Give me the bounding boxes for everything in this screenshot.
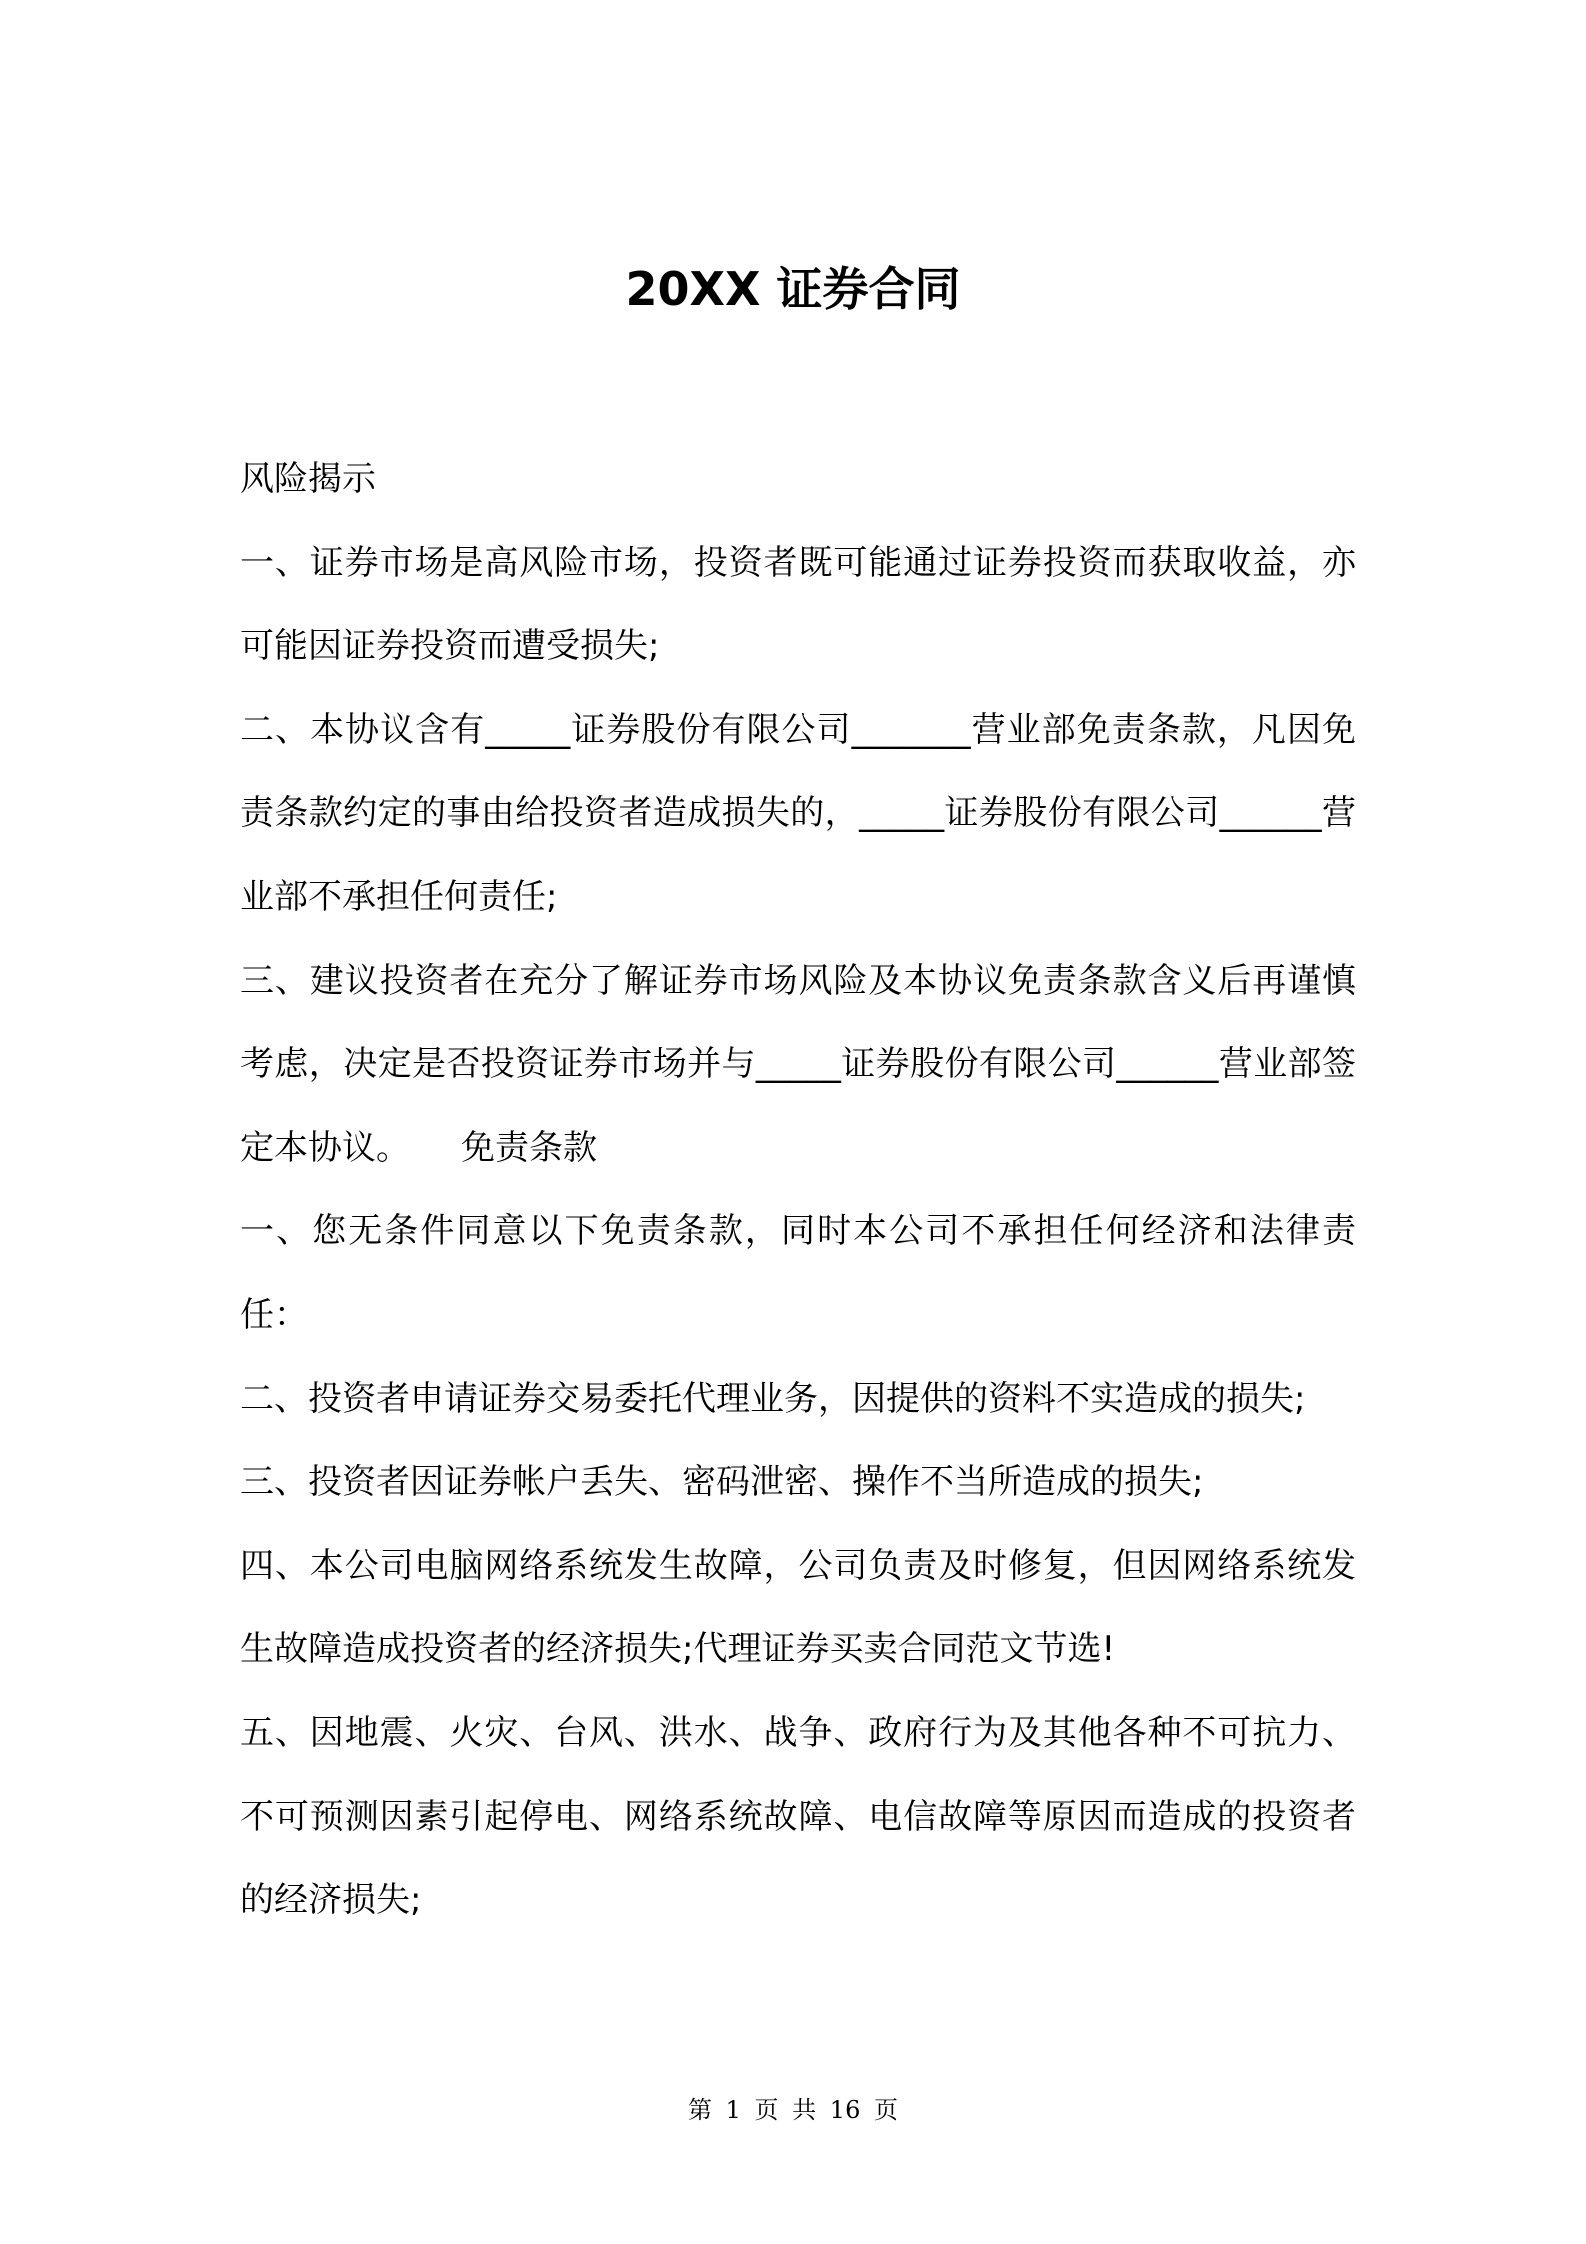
document-body — [240, 438, 1356, 1943]
paragraph-exemption-2: 二、投资者申请证券交易委托代理业务，因提供的资料不实造成的损失; — [240, 1378, 1306, 1419]
document-title: 20XX 证券合同 — [625, 262, 961, 316]
paragraph-risk-heading: 风险揭示 — [240, 459, 376, 499]
paragraph-risk-1: 一、证券市场是高风险市场，投资者既可能通过证券投资而获取收益，亦可能因证券投资而遭受损失; — [240, 542, 1356, 667]
paragraph-exemption-5: 五、因地震、火灾、台风、洪水、战争、政府行为及其他各种不可抗力、不可预测因素引起停电、网络系统故障、电信故障等原因而造成的投资者的经济损失; — [240, 1712, 1356, 1921]
paragraph-exemption-3: 三、投资者因证券帐户丢失、密码泄密、操作不当所造成的损失; — [240, 1462, 1204, 1503]
page-footer: 第 1 页 共 16 页 — [688, 2096, 898, 2124]
paragraph-risk-2: 二、本协议含有_____证券股份有限公司_______营业部免责条款，凡因免责条款约定的事由给投资者造成损失的，_____证券股份有限公司______营业部不承担任何责任; — [240, 709, 1356, 917]
paragraph-exemption-1: 一、您无条件同意以下免责条款，同时本公司不承担任何经济和法律责任： — [240, 1211, 1356, 1335]
paragraph-risk-3: 三、建议投资者在充分了解证券市场风险及本协议免责条款含义后再谨慎考虑，决定是否投资证券市场并与_____证券股份有限公司______营业部签定本协议。 免责条款 — [240, 960, 1356, 1168]
paragraph-exemption-4: 四、本公司电脑网络系统发生故障，公司负责及时修复，但因网络系统发生故障造成投资者的经济损失;代理证券买卖合同范文节选! — [240, 1545, 1356, 1670]
